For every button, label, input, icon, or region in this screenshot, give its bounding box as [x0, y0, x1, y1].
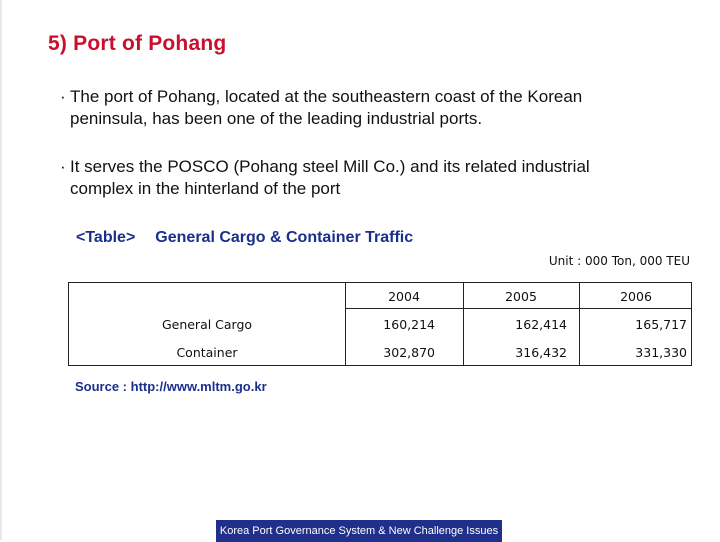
bullet-marker: · — [60, 157, 66, 176]
table-caption — [76, 229, 413, 247]
table-cell: 165,717 — [635, 317, 687, 332]
row-label-general-cargo: General Cargo — [161, 317, 253, 332]
col-header-2004: 2004 — [388, 289, 420, 304]
table-cell: 160,214 — [383, 317, 435, 332]
bullet-marker: · — [60, 87, 66, 106]
table-cell: 302,870 — [383, 345, 435, 360]
table-header-rule — [345, 308, 691, 309]
row-label-container: Container — [176, 345, 238, 360]
footer-banner — [216, 520, 502, 542]
table-title: General Cargo & Container Traffic — [155, 229, 414, 246]
unit-label: Unit : 000 Ton, 000 TEU — [548, 254, 690, 268]
slide-edge — [0, 0, 2, 540]
bullet-2 — [60, 156, 660, 200]
bullet-1-line-2: peninsula, has been one of the leading industrial ports. — [70, 109, 483, 128]
table-cell: 316,432 — [515, 345, 567, 360]
col-header-2006: 2006 — [620, 289, 652, 304]
table-cell: 331,330 — [635, 345, 687, 360]
slide-title: 5) Port of Pohang — [48, 32, 227, 55]
bullet-2-line-1: It serves the POSCO (Pohang steel Mill Co.) and its related industrial — [70, 157, 590, 176]
table-label: <Table> — [76, 229, 136, 246]
bullet-2-line-2: complex in the hinterland of the port — [70, 179, 341, 198]
bullet-1-line-1: The port of Pohang, located at the southeastern coast of the Korean — [70, 87, 583, 106]
source-note: Source : http://www.mltm.go.kr — [75, 379, 267, 394]
col-header-2005: 2005 — [505, 289, 537, 304]
cargo-traffic-table — [68, 282, 692, 366]
table-cell: 162,414 — [515, 317, 567, 332]
bullet-1 — [60, 86, 660, 130]
footer-text: Korea Port Governance System & New Challenge Issues — [219, 525, 499, 537]
